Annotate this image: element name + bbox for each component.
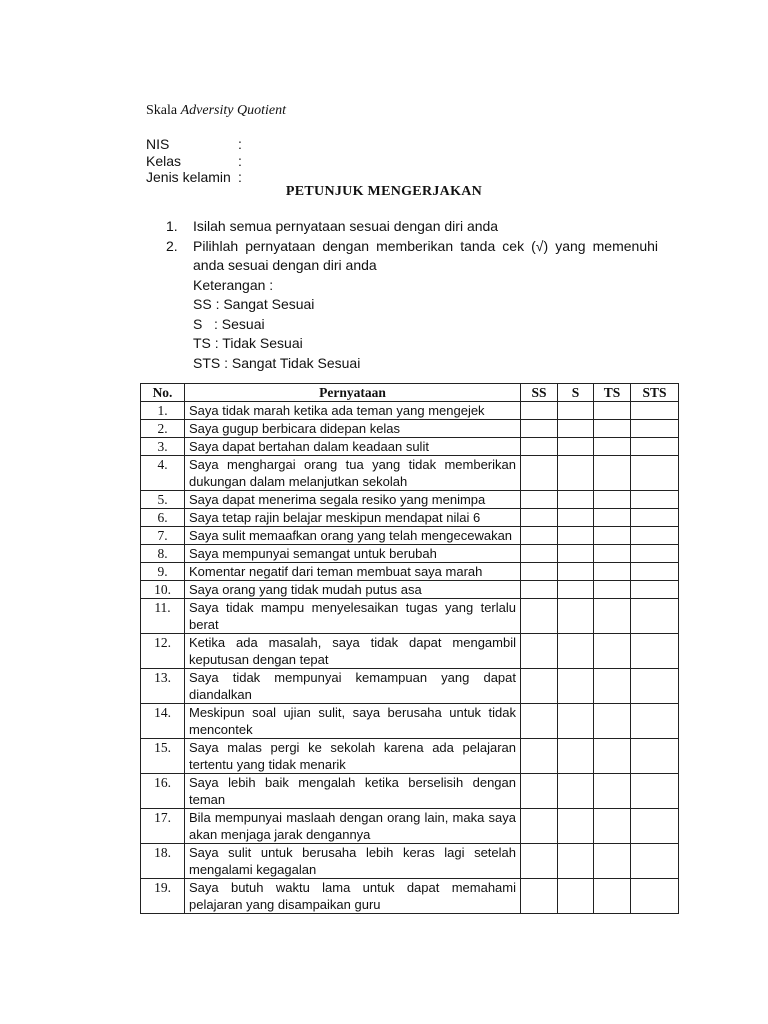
answer-cell-ts[interactable] [594, 402, 631, 420]
answer-cell-sts[interactable] [631, 844, 679, 879]
statement-text: Saya lebih baik mengalah ketika berselisih dengan teman [185, 774, 521, 809]
answer-cell-sts[interactable] [631, 599, 679, 634]
answer-cell-sts[interactable] [631, 809, 679, 844]
answer-cell-sts[interactable] [631, 545, 679, 563]
answer-cell-ss[interactable] [521, 581, 558, 599]
row-number: 11. [141, 599, 185, 634]
answer-cell-s[interactable] [558, 563, 594, 581]
table-row [141, 563, 679, 581]
table-row [141, 739, 679, 774]
statement-text: Meskipun soal ujian sulit, saya berusaha untuk tidak mencontek [185, 704, 521, 739]
row-number: 17. [141, 809, 185, 844]
answer-cell-sts[interactable] [631, 774, 679, 809]
answer-cell-s[interactable] [558, 669, 594, 704]
row-number: 1. [141, 402, 185, 420]
table-row [141, 456, 679, 491]
answer-cell-s[interactable] [558, 599, 594, 634]
table-row [141, 599, 679, 634]
answer-cell-sts[interactable] [631, 634, 679, 669]
answer-cell-s[interactable] [558, 545, 594, 563]
answer-cell-ss[interactable] [521, 402, 558, 420]
field-label: Kelas [146, 152, 182, 169]
table-row [141, 420, 679, 438]
header-no: No. [141, 384, 185, 402]
answer-cell-ss[interactable] [521, 509, 558, 527]
field-label: Jenis kelamin [146, 169, 231, 185]
table-row [141, 545, 679, 563]
statement-text: Saya sulit memaafkan orang yang telah mengecewakan [185, 527, 521, 545]
answer-cell-s[interactable] [558, 509, 594, 527]
title-prefix: Skala [146, 103, 178, 118]
answer-cell-ss[interactable] [521, 809, 558, 844]
answer-cell-ss[interactable] [521, 704, 558, 739]
instructions [166, 217, 658, 373]
answer-cell-ts[interactable] [594, 879, 631, 914]
instruction-number: 2. [166, 237, 178, 254]
row-number: 8. [141, 545, 185, 563]
answer-cell-ts[interactable] [594, 527, 631, 545]
row-number: 3. [141, 438, 185, 456]
answer-cell-s[interactable] [558, 491, 594, 509]
section-heading: PETUNJUK MENGERJAKAN [285, 184, 483, 199]
answer-cell-ss[interactable] [521, 844, 558, 879]
answer-cell-ts[interactable] [594, 491, 631, 509]
table-row [141, 879, 679, 914]
legend-item: STS : Sangat Tidak Sesuai [193, 354, 361, 371]
answer-cell-ss[interactable] [521, 774, 558, 809]
answer-cell-sts[interactable] [631, 491, 679, 509]
answer-cell-s[interactable] [558, 438, 594, 456]
identity-fields [146, 136, 250, 186]
row-number: 2. [141, 420, 185, 438]
table-row [141, 527, 679, 545]
keterangan-label: Keterangan : [193, 276, 274, 293]
statement-text: Ketika ada masalah, saya tidak dapat mengambil keputusan dengan tepat [185, 634, 521, 669]
row-number: 16. [141, 774, 185, 809]
row-number: 5. [141, 491, 185, 509]
header-sts: STS [631, 384, 679, 402]
answer-cell-s[interactable] [558, 704, 594, 739]
answer-cell-ts[interactable] [594, 420, 631, 438]
statement-text: Saya tidak mampu menyelesaikan tugas yang terlalu berat [185, 599, 521, 634]
legend-item: S : Sesuai [193, 315, 265, 332]
statement-text: Saya tidak marah ketika ada teman yang mengejek [185, 402, 521, 420]
row-number: 18. [141, 844, 185, 879]
instruction-number: 1. [166, 218, 178, 234]
document-title [146, 103, 286, 119]
answer-cell-sts[interactable] [631, 669, 679, 704]
answer-cell-sts[interactable] [631, 456, 679, 491]
answer-cell-ts[interactable] [594, 545, 631, 563]
answer-cell-s[interactable] [558, 739, 594, 774]
answer-cell-ss[interactable] [521, 545, 558, 563]
table-row [141, 704, 679, 739]
row-number: 6. [141, 509, 185, 527]
answer-cell-ts[interactable] [594, 581, 631, 599]
answer-cell-ts[interactable] [594, 844, 631, 879]
statement-text: Saya gugup berbicara didepan kelas [185, 420, 521, 438]
table-row [141, 809, 679, 844]
field-colon: : [238, 169, 242, 185]
answer-cell-s[interactable] [558, 774, 594, 809]
answer-cell-ts[interactable] [594, 438, 631, 456]
legend-item: SS : Sangat Sesuai [193, 296, 315, 312]
answer-cell-sts[interactable] [631, 420, 679, 438]
instruction-text: Isilah semua pernyataan sesuai dengan diri anda [193, 218, 499, 234]
statement-text: Saya sulit untuk berusaha lebih keras lagi setelah mengalami kegagalan [185, 844, 521, 879]
table-row [141, 438, 679, 456]
field-nis[interactable] [146, 136, 250, 153]
statement-text: Saya malas pergi ke sekolah karena ada pelajaran tertentu yang tidak menarik [185, 739, 521, 774]
answer-cell-s[interactable] [558, 402, 594, 420]
table-row [141, 774, 679, 809]
answer-cell-sts[interactable] [631, 879, 679, 914]
answer-cell-ss[interactable] [521, 527, 558, 545]
answer-cell-ts[interactable] [594, 774, 631, 809]
answer-cell-ss[interactable] [521, 491, 558, 509]
answer-cell-ts[interactable] [594, 704, 631, 739]
table-row [141, 581, 679, 599]
table-row [141, 634, 679, 669]
answer-cell-s[interactable] [558, 634, 594, 669]
table-row [141, 509, 679, 527]
answer-cell-s[interactable] [558, 879, 594, 914]
answer-cell-ss[interactable] [521, 739, 558, 774]
table-row [141, 844, 679, 879]
answer-cell-ts[interactable] [594, 634, 631, 669]
statement-text: Bila mempunyai maslaah dengan orang lain, maka saya akan menjaga jarak dengannya [185, 809, 521, 844]
answer-cell-ts[interactable] [594, 509, 631, 527]
row-number: 14. [141, 704, 185, 739]
answer-cell-ss[interactable] [521, 669, 558, 704]
answer-cell-ts[interactable] [594, 456, 631, 491]
row-number: 15. [141, 739, 185, 774]
answer-cell-sts[interactable] [631, 581, 679, 599]
title-italic: Adversity Quotient [180, 103, 286, 118]
statement-text: Saya tidak mempunyai kemampuan yang dapat diandalkan [185, 669, 521, 704]
answer-cell-ss[interactable] [521, 599, 558, 634]
table-row [141, 669, 679, 704]
field-colon: : [238, 152, 242, 169]
answer-cell-ts[interactable] [594, 739, 631, 774]
answer-cell-ss[interactable] [521, 438, 558, 456]
row-number: 12. [141, 634, 185, 669]
field-label: NIS [146, 136, 170, 152]
instruction-item [166, 217, 658, 237]
answer-cell-sts[interactable] [631, 402, 679, 420]
row-number: 19. [141, 879, 185, 914]
instruction-text: Pilihlah pernyataan dengan memberikan tanda cek (√) yang memenuhi anda sesuai dengan diri anda [193, 237, 658, 273]
table-row [141, 402, 679, 420]
answer-cell-ts[interactable] [594, 563, 631, 581]
answer-cell-ss[interactable] [521, 456, 558, 491]
answer-cell-s[interactable] [558, 527, 594, 545]
table-row [141, 491, 679, 509]
answer-cell-sts[interactable] [631, 527, 679, 545]
row-number: 10. [141, 581, 185, 599]
answer-cell-sts[interactable] [631, 509, 679, 527]
answer-cell-s[interactable] [558, 844, 594, 879]
answer-cell-ss[interactable] [521, 634, 558, 669]
answer-cell-ts[interactable] [594, 809, 631, 844]
answer-cell-ss[interactable] [521, 420, 558, 438]
answer-cell-ts[interactable] [594, 669, 631, 704]
statement-text: Komentar negatif dari teman membuat saya marah [185, 563, 521, 581]
answer-cell-s[interactable] [558, 581, 594, 599]
answer-cell-ss[interactable] [521, 879, 558, 914]
statement-table [140, 383, 679, 914]
answer-cell-s[interactable] [558, 809, 594, 844]
answer-cell-ts[interactable] [594, 599, 631, 634]
answer-cell-sts[interactable] [631, 438, 679, 456]
answer-cell-s[interactable] [558, 420, 594, 438]
answer-cell-sts[interactable] [631, 563, 679, 581]
header-ts: TS [594, 384, 631, 402]
row-number: 9. [141, 563, 185, 581]
answer-cell-ss[interactable] [521, 563, 558, 581]
statement-text: Saya tetap rajin belajar meskipun mendapat nilai 6 [185, 509, 521, 527]
statement-text: Saya menghargai orang tua yang tidak memberikan dukungan dalam melanjutkan sekolah [185, 456, 521, 491]
field-kelas[interactable] [146, 153, 250, 170]
answer-cell-sts[interactable] [631, 704, 679, 739]
row-number: 4. [141, 456, 185, 491]
statement-text: Saya butuh waktu lama untuk dapat memahami pelajaran yang disampaikan guru [185, 879, 521, 914]
header-s: S [558, 384, 594, 402]
answer-cell-s[interactable] [558, 456, 594, 491]
statement-text: Saya dapat bertahan dalam keadaan sulit [185, 438, 521, 456]
row-number: 13. [141, 669, 185, 704]
statement-text: Saya mempunyai semangat untuk berubah [185, 545, 521, 563]
field-colon: : [238, 136, 242, 152]
row-number: 7. [141, 527, 185, 545]
statement-text: Saya orang yang tidak mudah putus asa [185, 581, 521, 599]
table-header-row [141, 384, 679, 402]
legend-item: TS : Tidak Sesuai [193, 335, 303, 351]
header-ss: SS [521, 384, 558, 402]
answer-cell-sts[interactable] [631, 739, 679, 774]
instruction-item [166, 237, 658, 276]
header-statement: Pernyataan [185, 384, 521, 402]
statement-text: Saya dapat menerima segala resiko yang menimpa [185, 491, 521, 509]
